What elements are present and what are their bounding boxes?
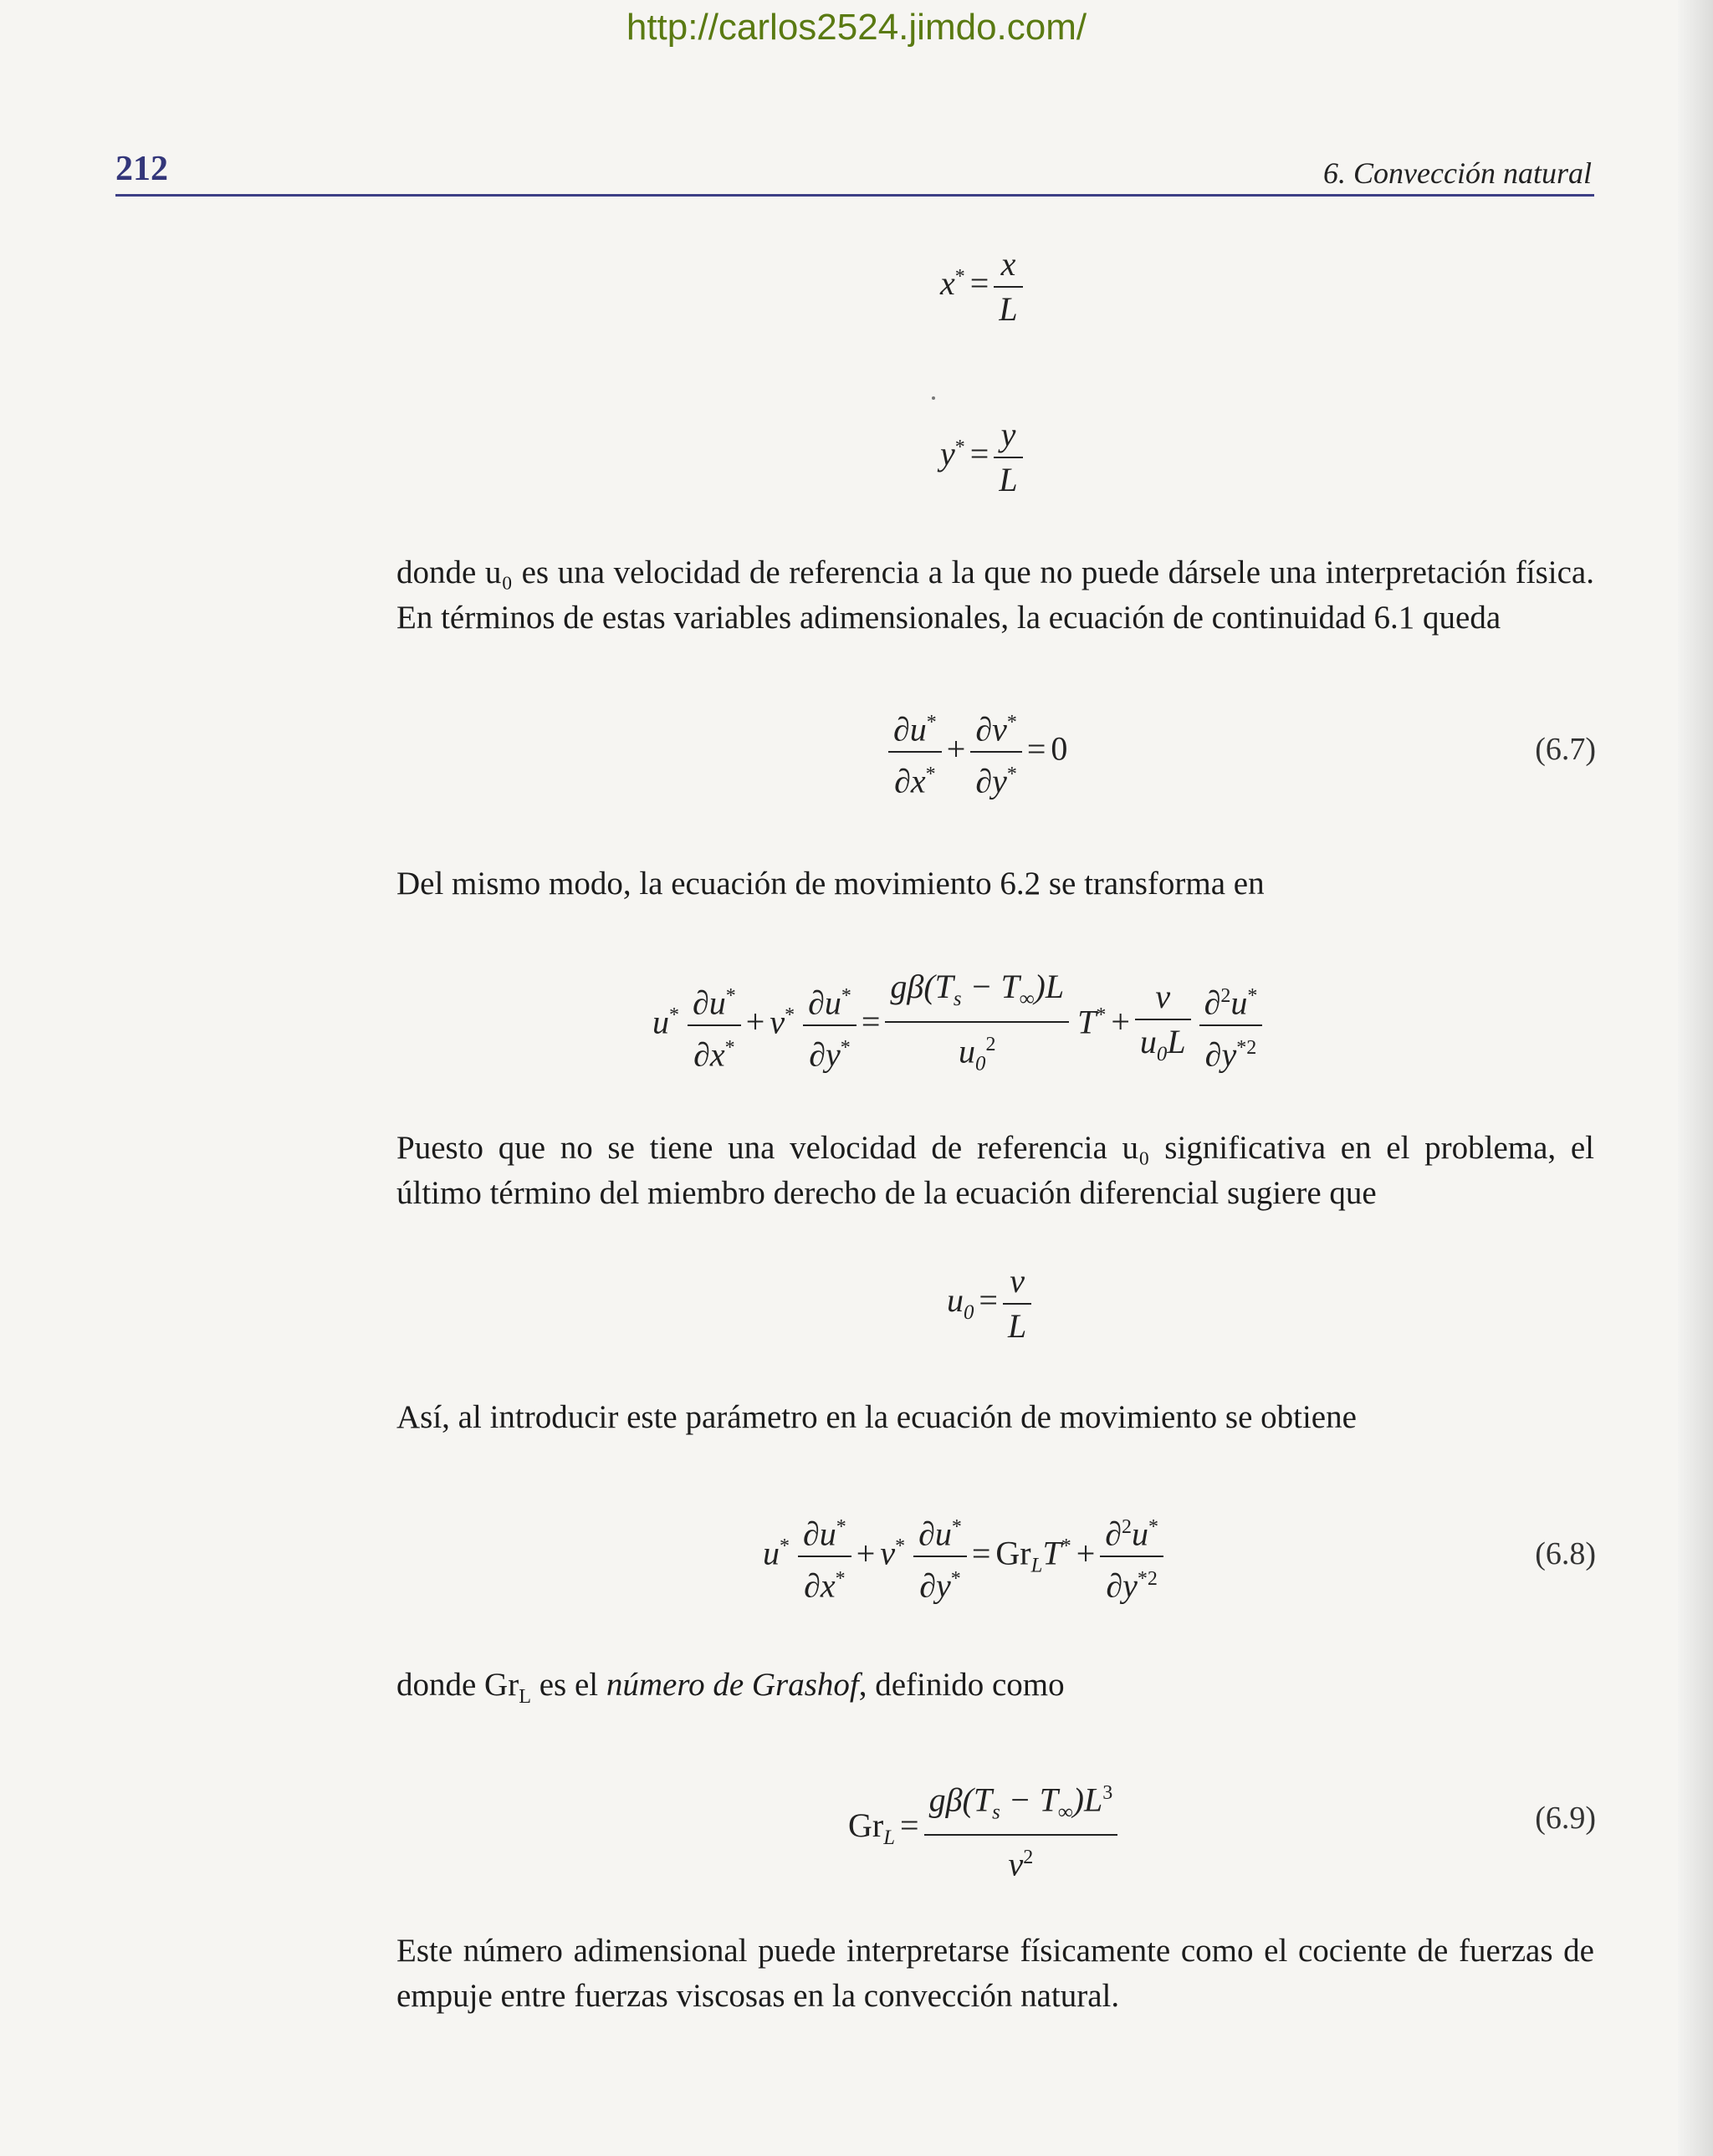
paragraph-momentum-intro: Del mismo modo, la ecuación de movimiento 6.2 se transforma en xyxy=(396,866,1265,902)
equation-x-star: x* = $\frac{x}{L}$ xyxy=(940,243,1023,331)
equation-grashof-number: $Gr_L$ = $\frac{g\beta(T_s - T_\infty)L^3}{\nu^2}$ xyxy=(848,1771,1117,1887)
equation-momentum-grashof: u* $\frac{\partial u^*}{\partial x^*}$ + v* $\frac{\partial u^*}{\partial y^*}$ = $Gr_LT^*$ + $\frac{\partial^2u^*}{\partial y^{*2}}$ xyxy=(763,1505,1163,1608)
source-url[interactable]: http://carlos2524.jimdo.com/ xyxy=(626,7,1087,48)
grashof-suffix: , definido como xyxy=(858,1667,1065,1703)
page-number: 212 xyxy=(115,150,168,188)
equation-momentum-dimensionless: u* $\frac{\partial u^*}{\partial x^*}$ + v* $\frac{\partial u^*}{\partial y^*}$ = $\frac{g\beta(T_s - T_\infty)L}{u_0^2}$ T* + $\frac{\nu}{u_0L}$ $\frac{\partial^2u^*}{\partial y^{*2}}$ xyxy=(652,965,1262,1086)
paragraph-reference-velocity: donde u₀ es una velocidad de referencia a la que no puede dársele una interpretación física. En términos de estas variables adimensionales, la ecuación de continuidad 6.1 queda xyxy=(396,554,1594,636)
page-edge-shadow xyxy=(1678,0,1713,2156)
grashof-mid: es el xyxy=(530,1667,606,1703)
paragraph-velocity-choice: Puesto que no se tiene una velocidad de referencia u₀ significativa en el problema, el último término del miembro derecho de la ecuación diferencial sugiere que xyxy=(396,1130,1594,1211)
grashof-prefix: donde Gr xyxy=(396,1667,519,1703)
chapter-title: 6. Convección natural xyxy=(1323,156,1592,190)
equation-u0: $u_0$ = $\frac{\nu}{L}$ xyxy=(947,1259,1031,1348)
scan-speck xyxy=(932,396,935,400)
grashof-term: número de Grashof xyxy=(606,1667,859,1703)
equation-number-6-7: (6.7) xyxy=(1535,732,1596,767)
header-rule xyxy=(115,194,1594,197)
equation-number-6-9: (6.9) xyxy=(1535,1801,1596,1836)
paragraph-grashof-definition xyxy=(396,1663,1594,1719)
paragraph-parameter-intro: Así, al introducir este parámetro en la ecuación de movimiento se obtiene xyxy=(396,1399,1357,1435)
equation-y-star: y* = $\frac{y}{L}$ xyxy=(940,413,1023,502)
equation-continuity: $\frac{\partial u^*}{\partial x^*}$ + $\frac{\partial v^*}{\partial y^*}$ = 0 xyxy=(888,701,1067,804)
equation-number-6-8: (6.8) xyxy=(1535,1536,1596,1571)
paragraph-physical-interpretation: Este número adimensional puede interpretarse físicamente como el cociente de fuerzas de empuje entre fuerzas viscosas en la convección natural. xyxy=(396,1933,1594,2014)
grashof-subscript: L xyxy=(519,1684,531,1708)
